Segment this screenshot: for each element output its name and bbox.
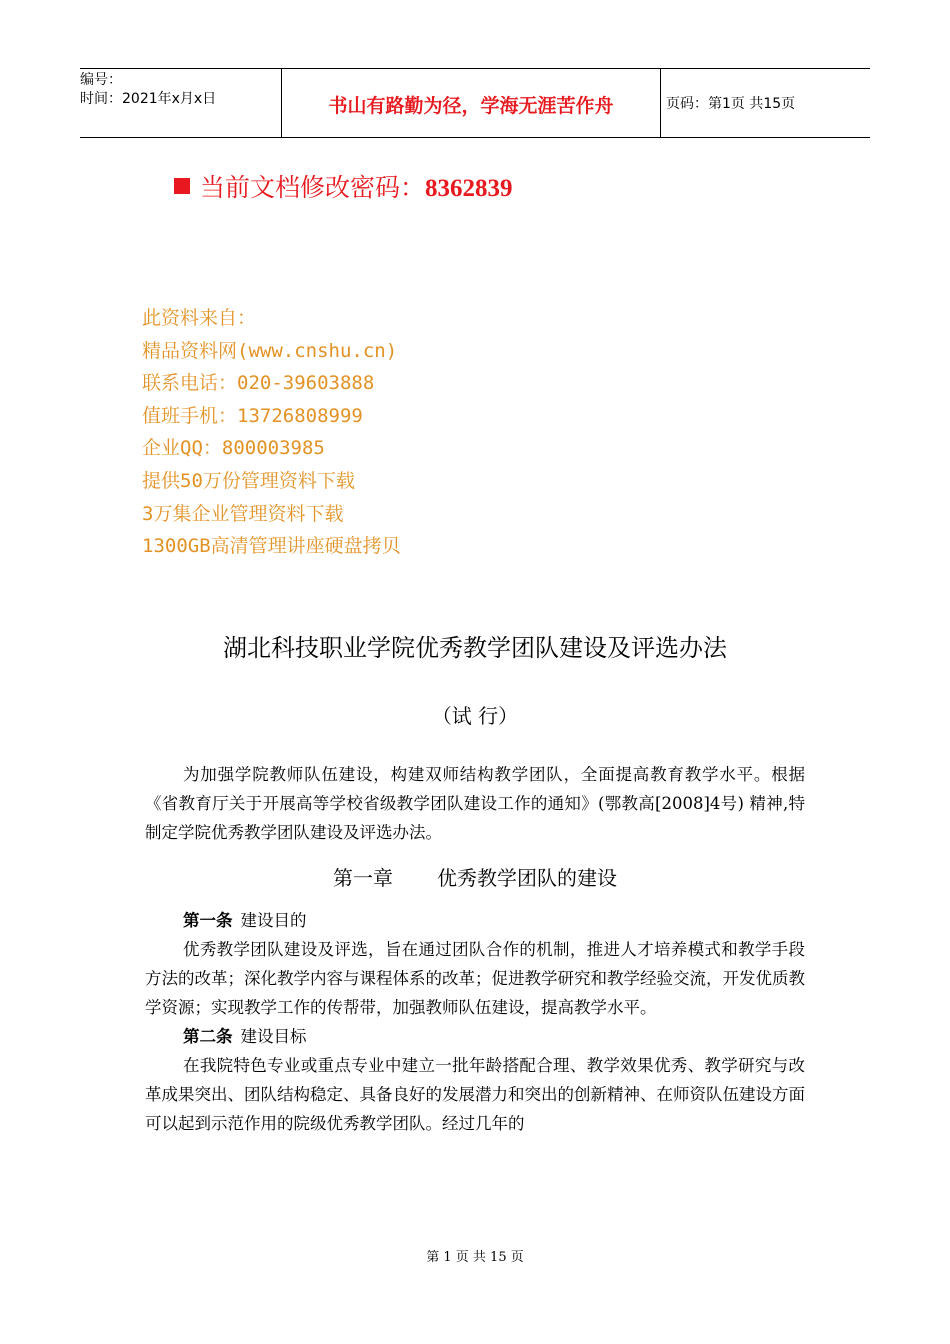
- password-label: 当前文档修改密码：: [200, 173, 426, 202]
- password-line: [174, 168, 513, 204]
- time-label: 时间：2021年x月x日: [80, 91, 217, 107]
- chapter-heading: [0, 862, 950, 891]
- source-info: [142, 302, 401, 563]
- article-label: 第一条: [183, 911, 233, 930]
- source-line: 值班手机：13726808999: [142, 404, 363, 427]
- document-title: 湖北科技职业学院优秀教学团队建设及评选办法: [223, 634, 727, 662]
- number-label: 编号：: [80, 72, 122, 88]
- article-label: 第二条: [183, 1027, 233, 1046]
- source-line: 3万集企业管理资料下载: [142, 502, 344, 525]
- password-code: 8362839: [425, 175, 513, 202]
- article-paragraph: 优秀教学团队建设及评选，旨在通过团队合作的机制，推进人才培养模式和教学手段方法的改革；深化教学内容与课程体系的改革；促进教学研究和教学经验交流，开发优质教学资源；实现教学工作的传帮带，加强教师队伍建设，提高教学水平。: [145, 940, 805, 1017]
- intro-paragraph: 为加强学院教师队伍建设，构建双师结构教学团队，全面提高教育教学水平。根据《省教育厅关于开展高等学校省级教学团队建设工作的通知》(鄂教高[2008]4号) 精神,特制定学院优秀教学团队建设及评选办法。: [145, 765, 805, 842]
- square-bullet-icon: [174, 178, 190, 194]
- source-line: 精品资料网(www.cnshu.cn): [142, 339, 398, 362]
- page-footer: 第 1 页 共 15 页: [426, 1250, 524, 1265]
- source-line: 企业QQ：800003985: [142, 437, 325, 460]
- motto-text: 书山有路勤为径，学海无涯苦作舟: [328, 95, 614, 117]
- source-line: 1300GB高清管理讲座硬盘拷贝: [142, 535, 401, 558]
- page-header: [80, 68, 870, 138]
- document-subtitle: （试 行）: [431, 704, 519, 728]
- article-heading: [145, 1022, 805, 1051]
- source-line: 提供50万份管理资料下载: [142, 469, 355, 492]
- article-paragraph: 在我院特色专业或重点专业中建立一批年龄搭配合理、教学效果优秀、教学研究与改革成果突出、团队结构稳定、具备良好的发展潜力和突出的创新精神、在师资队伍建设方面可以起到示范作用的院级优秀教学团队。经过几年的: [145, 1056, 805, 1133]
- source-line: 联系电话：020-39603888: [142, 372, 375, 395]
- header-page-info: 页码：第1页 共15页: [666, 96, 796, 112]
- header-motto: [281, 69, 661, 137]
- article-title: 建设目的: [240, 911, 307, 930]
- header-meta: [80, 69, 280, 139]
- chapter-title: 优秀教学团队的建设: [437, 866, 617, 890]
- articles-section: [145, 906, 805, 1138]
- article-title: 建设目标: [240, 1027, 307, 1046]
- article-heading: [145, 906, 805, 935]
- source-line: 此资料来自：: [142, 307, 257, 329]
- chapter-number: 第一章: [333, 866, 393, 890]
- intro-section: [145, 760, 805, 847]
